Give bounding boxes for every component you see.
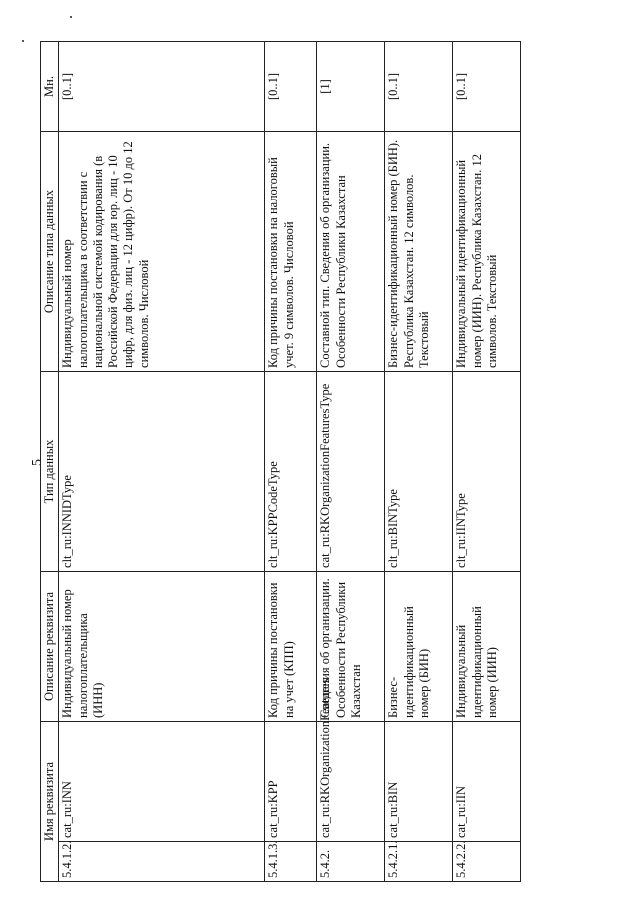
- cell-desc: Индивидуальный идентификационный номер (ИИН): [453, 571, 521, 721]
- cell-desc: Сведения об организации. Особенности Республики Казахстан: [317, 571, 385, 721]
- cell-type: clt_ru:BINType: [385, 371, 453, 571]
- table-header-row: [41, 41, 59, 881]
- cell-num: 5.4.2.: [317, 842, 385, 882]
- cell-desc: Код причины постановки на учет (КПП): [265, 571, 317, 721]
- cell-type: cat_ru:RKOrganizationFeaturesType: [317, 371, 385, 571]
- cell-num: 5.4.1.2.: [59, 842, 265, 882]
- header-desc: Описание реквизита: [41, 571, 59, 721]
- cell-data-desc: Индивидуальный идентификационный номер (ИИН). Республика Казахстан. 12 символов. Текстовый: [453, 131, 521, 371]
- page-number: 5: [30, 459, 45, 466]
- cell-mn: [0..1]: [453, 41, 521, 131]
- cell-name: cat_ru:BIN: [385, 721, 453, 841]
- cell-num: 5.4.1.3.: [265, 842, 317, 882]
- cell-mn: [1]: [317, 41, 385, 131]
- cell-mn: [0..1]: [59, 41, 265, 131]
- cell-name: cat_ru:KPP: [265, 721, 317, 841]
- scan-speck: [70, 16, 72, 18]
- table-row: [317, 41, 385, 881]
- cell-data-desc: Составной тип. Сведения об организации. Особенности Республики Казахстан: [317, 131, 385, 371]
- header-type: Тип данных: [41, 371, 59, 571]
- cell-name: cat_ru:RKOrganizationFeatures: [317, 721, 385, 841]
- table-row: [59, 41, 265, 881]
- cell-type: clt_ru:INNIDType: [59, 371, 265, 571]
- header-data-desc: Описание типа данных: [41, 131, 59, 371]
- cell-desc: Индивидуальный номер налогоплательщика (ИНН): [59, 571, 265, 721]
- scan-speck: [22, 40, 24, 42]
- cell-type: clt_ru:IINType: [453, 371, 521, 571]
- cell-type: clt_ru:KPPCodeType: [265, 371, 317, 571]
- cell-desc: Бизнес-идентификационный номер (БИН): [385, 571, 453, 721]
- cell-mn: [0..1]: [385, 41, 453, 131]
- header-mn: Мн.: [41, 41, 59, 131]
- table-row: [265, 41, 317, 881]
- rotated-table-container: [40, 42, 640, 882]
- cell-num: 5.4.2.2.: [453, 842, 521, 882]
- table-row: [385, 41, 453, 881]
- table-row: [453, 41, 521, 881]
- cell-num: 5.4.2.1.: [385, 842, 453, 882]
- cell-data-desc: Бизнес-идентификационный номер (БИН). Республика Казахстан. 12 символов. Текстовый: [385, 131, 453, 371]
- cell-name: cat_ru:INN: [59, 721, 265, 841]
- cell-mn: [0..1]: [265, 41, 317, 131]
- data-table: [40, 41, 521, 882]
- cell-name: cat_ru:IIN: [453, 721, 521, 841]
- header-name: Имя реквизита: [41, 721, 59, 881]
- cell-data-desc: Код причины постановки на налоговый учет. 9 символов. Числовой: [265, 131, 317, 371]
- cell-data-desc: Индивидуальный номер налогоплательщика в соответствии с национальной системой кодирования (в Российской Федерации для юр. лиц - 10 цифр, для физ. лиц - 12 цифр). От 10 до 12 символов. Числовой: [59, 131, 265, 371]
